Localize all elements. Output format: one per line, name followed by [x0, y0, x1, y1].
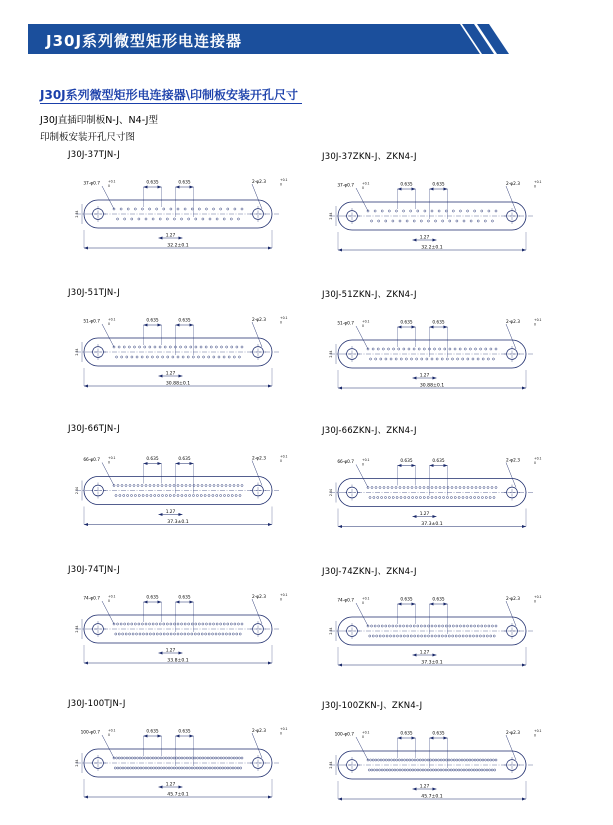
- svg-text:2-φ2.3: 2-φ2.3: [252, 456, 266, 462]
- svg-text:+0.1: +0.1: [362, 181, 370, 186]
- svg-text:0.635: 0.635: [178, 457, 191, 462]
- svg-text:0.635: 0.635: [432, 459, 445, 464]
- svg-text:1.27: 1.27: [419, 373, 430, 379]
- svg-text:+0.1: +0.1: [362, 319, 370, 324]
- svg-text:0.635: 0.635: [432, 731, 445, 737]
- connector-hole-pattern-drawing: [310, 715, 556, 815]
- svg-text:+0.1: +0.1: [108, 594, 116, 599]
- svg-text:0.635: 0.635: [400, 182, 413, 188]
- figure-row: [56, 565, 564, 681]
- figure-cell: [56, 288, 310, 404]
- svg-text:0: 0: [534, 599, 536, 604]
- svg-text:0.635: 0.635: [432, 182, 445, 188]
- figure-drawing: [56, 438, 302, 543]
- section-subtitle-1: J30J直插印制板N-J、N4-J型: [40, 115, 158, 126]
- svg-text:1.27: 1.27: [419, 650, 430, 656]
- svg-text:1.27: 1.27: [419, 512, 430, 517]
- svg-text:+0.1: +0.1: [362, 458, 370, 462]
- figure-drawing: [310, 581, 556, 681]
- svg-text:37-φ0.7: 37-φ0.7: [83, 181, 100, 187]
- connector-hole-pattern-drawing: [56, 302, 302, 402]
- svg-text:0.635: 0.635: [432, 597, 445, 603]
- page-title: J30J系列微型矩形电连接器: [46, 32, 243, 50]
- svg-text:45.7±0.1: 45.7±0.1: [421, 794, 443, 800]
- figure-drawing: [56, 302, 302, 402]
- svg-text:2-φ2.3: 2-φ2.3: [252, 318, 266, 323]
- svg-text:33.8±0.1: 33.8±0.1: [167, 658, 189, 664]
- figure-label: J30J-100TJN-J: [68, 699, 126, 709]
- connector-hole-pattern-drawing: [310, 166, 556, 266]
- svg-text:0.635: 0.635: [432, 320, 445, 326]
- svg-text:0: 0: [280, 320, 282, 325]
- svg-text:2.54: 2.54: [75, 759, 79, 767]
- figure-label: J30J-37ZKN-J、ZKN4-J: [322, 152, 417, 162]
- svg-text:+0.1: +0.1: [362, 730, 370, 735]
- svg-text:30.88±0.1: 30.88±0.1: [165, 381, 191, 387]
- svg-text:0.635: 0.635: [400, 320, 413, 326]
- svg-text:1.27: 1.27: [165, 782, 176, 788]
- svg-text:2-φ2.3: 2-φ2.3: [506, 182, 520, 187]
- svg-text:+0.1: +0.1: [534, 456, 542, 461]
- svg-text:1.27: 1.27: [165, 510, 176, 515]
- connector-hole-pattern-drawing: [310, 304, 556, 404]
- svg-text:0: 0: [362, 186, 364, 190]
- svg-text:37.3±0.1: 37.3±0.1: [421, 522, 443, 527]
- figure-drawing: [310, 166, 556, 266]
- svg-text:0.635: 0.635: [146, 595, 159, 601]
- figure-label: J30J-37TJN-J: [68, 150, 120, 160]
- figure-row: [56, 150, 564, 266]
- svg-text:2-φ2.3: 2-φ2.3: [506, 597, 520, 602]
- svg-text:2.54: 2.54: [329, 350, 333, 358]
- svg-text:+0.1: +0.1: [108, 179, 116, 184]
- svg-text:0.635: 0.635: [178, 729, 191, 735]
- svg-text:0.635: 0.635: [146, 180, 159, 186]
- figure-label: J30J-66TJN-J: [68, 424, 120, 434]
- svg-text:0: 0: [534, 322, 536, 327]
- figure-cell: [310, 699, 564, 815]
- svg-text:2-φ2.3: 2-φ2.3: [506, 458, 520, 464]
- connector-hole-pattern-drawing: [56, 579, 302, 679]
- svg-text:2-φ2.3: 2-φ2.3: [252, 180, 266, 185]
- page-header-banner: [28, 24, 584, 54]
- figure-row: [56, 424, 564, 545]
- svg-text:2.54: 2.54: [329, 488, 333, 497]
- figure-cell: [310, 288, 564, 404]
- svg-text:100-φ0.7: 100-φ0.7: [334, 732, 354, 738]
- svg-text:0: 0: [108, 733, 110, 737]
- figure-label: J30J-66ZKN-J、ZKN4-J: [322, 426, 417, 436]
- svg-text:+0.1: +0.1: [108, 456, 116, 460]
- svg-text:2-φ2.3: 2-φ2.3: [506, 731, 520, 736]
- svg-text:100-φ0.7: 100-φ0.7: [80, 730, 100, 736]
- figure-drawing: [310, 304, 556, 404]
- svg-text:+0.1: +0.1: [280, 454, 288, 459]
- svg-text:0.635: 0.635: [400, 459, 413, 464]
- figure-cell: [310, 424, 564, 545]
- svg-text:1.27: 1.27: [165, 648, 176, 654]
- svg-text:+0.1: +0.1: [534, 729, 542, 733]
- svg-text:0.635: 0.635: [146, 457, 159, 462]
- svg-text:2-φ2.3: 2-φ2.3: [252, 729, 266, 734]
- figure-row: [56, 288, 564, 404]
- figure-drawing: [56, 164, 302, 264]
- figure-cell: [56, 699, 310, 815]
- svg-text:0: 0: [534, 184, 536, 189]
- svg-text:2.54: 2.54: [75, 486, 79, 495]
- svg-text:45.7±0.1: 45.7±0.1: [167, 792, 189, 798]
- svg-text:1.27: 1.27: [419, 235, 430, 241]
- figure-cell: [310, 150, 564, 266]
- section-underline: [40, 103, 302, 104]
- svg-text:+0.1: +0.1: [534, 318, 542, 322]
- svg-text:32.2±0.1: 32.2±0.1: [167, 243, 189, 249]
- svg-text:+0.1: +0.1: [280, 727, 288, 731]
- svg-text:0: 0: [362, 324, 364, 328]
- svg-text:+0.1: +0.1: [280, 316, 288, 320]
- svg-text:0: 0: [108, 599, 110, 603]
- svg-text:30.88±0.1: 30.88±0.1: [419, 383, 445, 389]
- connector-hole-pattern-drawing: [56, 438, 302, 543]
- svg-text:2.54: 2.54: [75, 625, 79, 633]
- figure-grid: [56, 150, 564, 815]
- svg-text:0.635: 0.635: [400, 731, 413, 737]
- svg-text:0: 0: [362, 735, 364, 739]
- svg-text:2.54: 2.54: [329, 627, 333, 635]
- svg-text:0: 0: [108, 322, 110, 326]
- figure-cell: [310, 565, 564, 681]
- svg-text:51-φ0.7: 51-φ0.7: [83, 319, 100, 325]
- svg-text:37.3±0.1: 37.3±0.1: [167, 520, 189, 525]
- svg-text:32.2±0.1: 32.2±0.1: [421, 245, 443, 251]
- figure-drawing: [310, 440, 556, 545]
- connector-hole-pattern-drawing: [310, 440, 556, 545]
- svg-text:1.27: 1.27: [165, 371, 176, 377]
- figure-cell: [56, 424, 310, 545]
- svg-text:37.3±0.1: 37.3±0.1: [421, 660, 443, 666]
- svg-text:+0.1: +0.1: [362, 596, 370, 601]
- svg-text:0: 0: [362, 462, 364, 467]
- svg-text:0: 0: [280, 597, 282, 602]
- connector-hole-pattern-drawing: [56, 713, 302, 813]
- svg-text:0: 0: [108, 460, 110, 465]
- figure-row: [56, 699, 564, 815]
- figure-drawing: [56, 713, 302, 813]
- svg-text:0.635: 0.635: [178, 180, 191, 186]
- svg-text:0.635: 0.635: [146, 729, 159, 735]
- figure-drawing: [56, 579, 302, 679]
- svg-text:0: 0: [362, 601, 364, 605]
- svg-text:1.27: 1.27: [165, 233, 176, 239]
- figure-cell: [56, 565, 310, 681]
- svg-text:+0.1: +0.1: [280, 178, 288, 182]
- svg-text:74-φ0.7: 74-φ0.7: [83, 596, 100, 602]
- connector-hole-pattern-drawing: [56, 164, 302, 264]
- svg-text:0.635: 0.635: [400, 597, 413, 603]
- figure-cell: [56, 150, 310, 266]
- svg-text:0: 0: [534, 733, 536, 738]
- svg-text:66-φ0.7: 66-φ0.7: [83, 458, 100, 463]
- section-title: J30J系列微型矩形电连接器\印制板安装开孔尺寸: [40, 88, 299, 102]
- svg-text:0.635: 0.635: [178, 318, 191, 324]
- svg-text:0.635: 0.635: [178, 595, 191, 601]
- svg-text:1.27: 1.27: [419, 784, 430, 790]
- section-subtitle-2: 印制板安装开孔尺寸图: [40, 132, 136, 143]
- connector-hole-pattern-drawing: [310, 581, 556, 681]
- svg-text:0: 0: [108, 184, 110, 188]
- figure-label: J30J-74TJN-J: [68, 565, 120, 575]
- svg-text:+0.1: +0.1: [534, 180, 542, 184]
- svg-text:2.54: 2.54: [329, 761, 333, 769]
- svg-text:51-φ0.7: 51-φ0.7: [337, 321, 354, 327]
- figure-label: J30J-74ZKN-J、ZKN4-J: [322, 567, 417, 577]
- svg-text:+0.1: +0.1: [280, 593, 288, 597]
- svg-text:+0.1: +0.1: [108, 317, 116, 322]
- svg-text:2.54: 2.54: [329, 212, 333, 220]
- svg-text:0: 0: [534, 461, 536, 465]
- svg-text:0: 0: [280, 182, 282, 187]
- figure-label: J30J-51ZKN-J、ZKN4-J: [322, 290, 417, 300]
- svg-text:66-φ0.7: 66-φ0.7: [337, 460, 354, 465]
- figure-label: J30J-51TJN-J: [68, 288, 120, 298]
- svg-text:+0.1: +0.1: [108, 728, 116, 733]
- svg-text:0: 0: [280, 731, 282, 736]
- svg-text:0: 0: [280, 459, 282, 463]
- svg-text:37-φ0.7: 37-φ0.7: [337, 183, 354, 189]
- svg-text:74-φ0.7: 74-φ0.7: [337, 598, 354, 604]
- figure-label: J30J-100ZKN-J、ZKN4-J: [322, 701, 423, 711]
- svg-text:2-φ2.3: 2-φ2.3: [252, 595, 266, 600]
- svg-text:2-φ2.3: 2-φ2.3: [506, 320, 520, 325]
- svg-text:0.635: 0.635: [146, 318, 159, 324]
- figure-drawing: [310, 715, 556, 815]
- svg-text:2.54: 2.54: [75, 210, 79, 218]
- svg-text:2.54: 2.54: [75, 348, 79, 356]
- svg-text:+0.1: +0.1: [534, 595, 542, 599]
